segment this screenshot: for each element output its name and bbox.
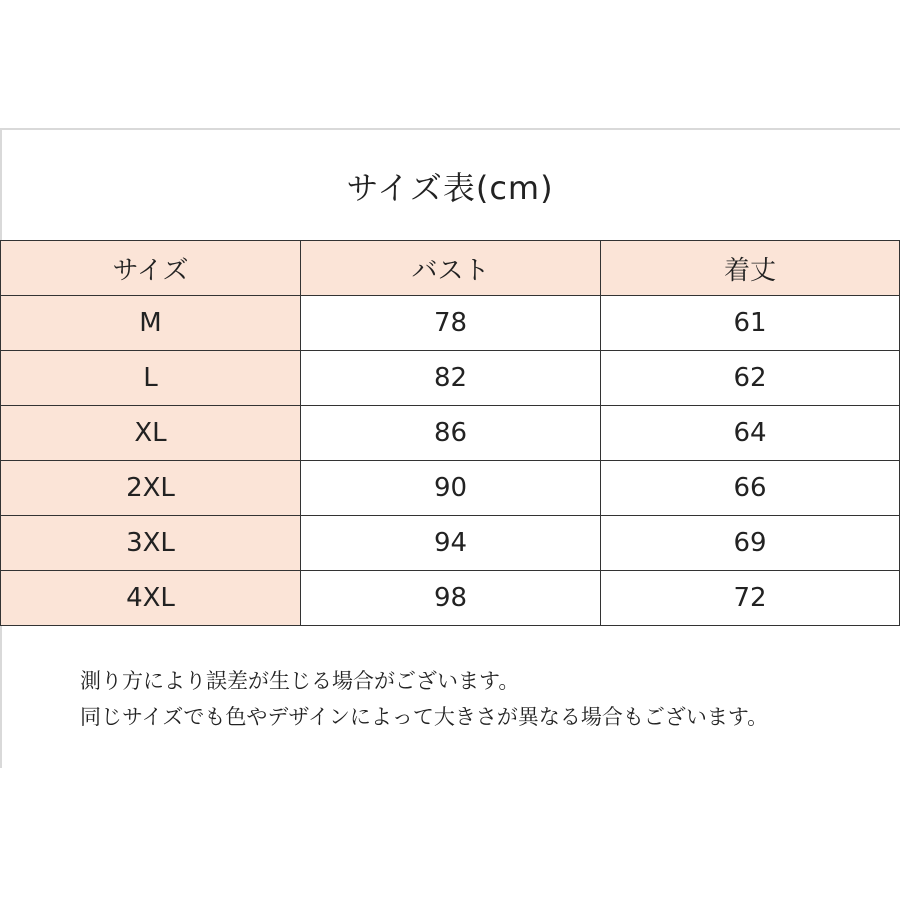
table-row	[1, 406, 900, 461]
table-row	[1, 516, 900, 571]
table-header-row	[1, 241, 900, 296]
length-cell: 64	[601, 406, 900, 461]
note-measurement-error: 測り方により誤差が生じる場合がございます。	[80, 669, 520, 693]
notes	[80, 663, 880, 735]
size-cell: L	[1, 351, 301, 406]
length-cell: 66	[601, 461, 900, 516]
size-table	[0, 240, 900, 626]
table-row	[1, 296, 900, 351]
bust-cell: 90	[301, 461, 601, 516]
header-length: 着丈	[601, 241, 900, 296]
frame-top-divider	[0, 128, 900, 130]
length-cell: 61	[601, 296, 900, 351]
size-cell: M	[1, 296, 301, 351]
note-size-variation: 同じサイズでも色やデザインによって大きさが異なる場合もございます。	[80, 705, 769, 729]
bust-cell: 94	[301, 516, 601, 571]
table-row	[1, 571, 900, 626]
table-row	[1, 461, 900, 516]
size-cell: 3XL	[1, 516, 301, 571]
bust-cell: 82	[301, 351, 601, 406]
header-bust: バスト	[301, 241, 601, 296]
length-cell: 62	[601, 351, 900, 406]
length-cell: 72	[601, 571, 900, 626]
size-cell: 2XL	[1, 461, 301, 516]
page-title: サイズ表(cm)	[346, 169, 554, 207]
size-cell: XL	[1, 406, 301, 461]
length-cell: 69	[601, 516, 900, 571]
size-cell: 4XL	[1, 571, 301, 626]
header-size: サイズ	[1, 241, 301, 296]
bust-cell: 86	[301, 406, 601, 461]
table-row	[1, 351, 900, 406]
bust-cell: 98	[301, 571, 601, 626]
bust-cell: 78	[301, 296, 601, 351]
